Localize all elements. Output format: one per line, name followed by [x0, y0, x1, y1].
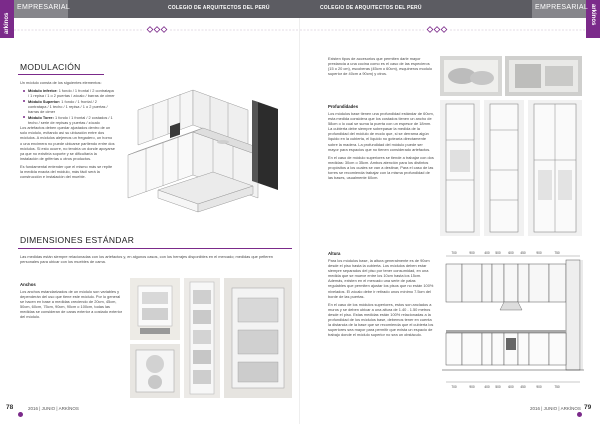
profundidades-heading: Profundidades	[328, 104, 359, 109]
page-number-right: 79	[584, 404, 592, 411]
dimension-label: 900	[469, 385, 475, 389]
photo-corner-carousel	[440, 56, 502, 96]
elevation-drawing-3	[528, 100, 582, 236]
logo-left	[0, 0, 14, 38]
modulacion-closing: Es fundamental entender que el mismo más se repite la medida exacta del módulo, más fácil será la construcción e instalación del mueble.	[20, 163, 113, 180]
photo-cabinet-basket	[224, 278, 292, 398]
list-item: Módulo Torre: 1 fondo / 1 frontal / 2 costados / 1 techo / serie de repisas y puertas / zócalo	[28, 115, 115, 125]
dimension-label: 900	[469, 251, 475, 255]
section-label-right: EMPRESARIAL	[535, 4, 589, 11]
footer-text-right: 2016 | JUNIO | ARKÍNOS	[530, 406, 581, 411]
dimension-label: 400	[484, 385, 490, 389]
college-label-right: COLEGIO DE ARQUITECTOS DEL PERÚ	[320, 5, 422, 11]
dimension-label: 750	[554, 385, 560, 389]
elevation-drawing-2	[484, 100, 524, 236]
top-decor-rule	[14, 26, 586, 34]
modulacion-list	[20, 88, 115, 125]
footer-dots-left	[18, 404, 24, 410]
college-label-left: COLEGIO DE ARQUITECTOS DEL PERÚ	[168, 5, 270, 11]
list-item: Módulo inferior: 1 fondo / 1 frontal / 2 contratapa / 1 repisa / 1 o 2 puertas / zócalo / barras de cimer	[28, 88, 115, 99]
page-number-left: 78	[6, 404, 14, 411]
dimension-label: 750	[554, 251, 560, 255]
heading-dimensiones: DIMENSIONES ESTÁNDAR	[20, 235, 135, 245]
photo-drawer-open	[130, 278, 180, 340]
footer-dots-right	[577, 404, 583, 410]
dimension-label: 900	[536, 385, 542, 389]
dimension-label: 450	[520, 251, 526, 255]
altura-paragraph: Para los módulos base, la altura generalmente es de 90cm desde el piso hasta la cubierta. Los módulos deben estar siempre separados del piso por tener consumidad, en una medida que se mueve entre los 10cm hasta los 15cm. Además, existen en el mercado una serie de patas regulables que permiten ajustar los pisos que no están 100% nivelados. El zócalo debe ir retirado unos mínimo 7.5cm del borde de las puertas.	[328, 258, 434, 299]
modulacion-body	[20, 80, 115, 182]
heading-modulacion: MODULACIÓN	[20, 62, 81, 72]
dimension-label: 900	[536, 251, 542, 255]
kitchen-isometric-drawing	[118, 80, 290, 215]
dimension-label: 600	[508, 385, 514, 389]
dimension-label: 400	[484, 251, 490, 255]
logo-right	[586, 0, 600, 38]
dimension-label: 500	[495, 251, 501, 255]
altura-paragraph-2: En el caso de los módulos superiores, estos son anclados a muros y se deben ubicar a una altura de 1.40 - 1.50 metros desde el piso. Estas medidas están 100% relacionadas a la profundidad de los módulos base, debemos tener en cuenta la distancia de la base que se recomienda que el cubierta los superiores sea mayor para permitir que exista un espacio de trabajo donde el módulo superior no sea un obstáculo.	[328, 301, 434, 338]
anchos-heading: Anchos	[20, 282, 36, 287]
dimension-label: 700	[451, 385, 457, 389]
altura-heading: Altura	[328, 251, 341, 256]
kitchen-elevation-drawing	[440, 246, 586, 398]
dimension-label: 450	[520, 385, 526, 389]
modulacion-intro: Un módulo consta de los siguientes elementos:	[20, 80, 102, 85]
profundidades-body	[328, 111, 434, 183]
elevation-drawing-1	[440, 100, 480, 236]
dimension-label: 600	[508, 251, 514, 255]
footer-text-left: 2016 | JUNIO | ARKÍNOS	[28, 406, 79, 411]
heading-rule-dimensiones	[18, 248, 292, 249]
superiores-paragraph: En el caso de módulo superiores se tiende a trabajar con dos medidas: 30cm o 35cm. Ambos atención para los distintos propósitos a los cuales se van a destinar, Para el caso de las torres se recomienda trabajar con la misma profundidad de las bases, usualmente 60cm.	[328, 154, 434, 181]
photo-corner-unit	[505, 56, 582, 96]
photo-pullout-tall	[184, 278, 220, 398]
list-item: Módulo Superior: 1 fondo / 1 frontal / 2 contratapa / 1 techo / 1 repisa / 1 o 2 puertas / barras de cimer	[28, 99, 115, 114]
photo-corner-shelf	[130, 344, 180, 398]
altura-body	[328, 258, 434, 340]
right-intro-text: Existen tipos de accesorios que permiten darle mayor prestancia a una cocina como es el caso de las especieros (15 o 20 cm), escoberas (45cm o 60cm), esquineros modulo superior de 40cm a 90cm) y otros.	[328, 56, 433, 77]
heading-rule-modulacion	[18, 74, 104, 75]
section-label-left: EMPRESARIAL	[17, 4, 71, 11]
page-gutter	[299, 18, 300, 424]
logo-left-text: arkinos	[4, 12, 10, 34]
dimension-label: 700	[451, 251, 457, 255]
dimensiones-intro: Las medidas están siempre relacionadas con los artefactos y, en algunos casos, con los herrajes disponibles en el mercado; medidas que pefieren personales para ubicar con los muebles de cama.	[20, 254, 273, 265]
modulacion-paragraph: Los artefactos deben quedar ajustados dentro de un solo módulo, evitando así su ubicación entre dos módulos. A módulos alejemos un fregadero, un horno o una encimera no puede ubicarse partiendo entre dos módulos. Si esto ocurre, no tendría un donde apoyarse ya que no existiría soporte y se dificultaría la instalación de griferías u otros productos.	[20, 125, 115, 161]
dimension-label: 500	[495, 385, 501, 389]
anchos-body: Los anchos estandarizados de un módulo son variables y dependerán del uso que tiene este módulo. Por lo general se hacen en base a medidas creciendo de 20cm, 45cm, 50cm, 60cm, 75cm, 90cm, 90cm o 100cm, todas las medidas se consideran de caras exterior a costado exterior del módulo.	[20, 289, 123, 320]
logo-right-text: arkinos	[590, 4, 596, 26]
profundidades-paragraph: Los módulos base tienen una profundidad estándar de 60cm, esta medida considera que los costados tienen un ancho de 58cm o lo cual se suma la puerta con un espesor de 18mm. La cubierta debe siempre sobrepasar la medida de la profundidad del módulo de modo que, si se derrama algún líquido en la cubierta, el líquido no gotearía directamente sobre la madera. La profundidad del módulo puede ser mayor para espacios que no tienen considerado artefactos.	[328, 111, 434, 152]
